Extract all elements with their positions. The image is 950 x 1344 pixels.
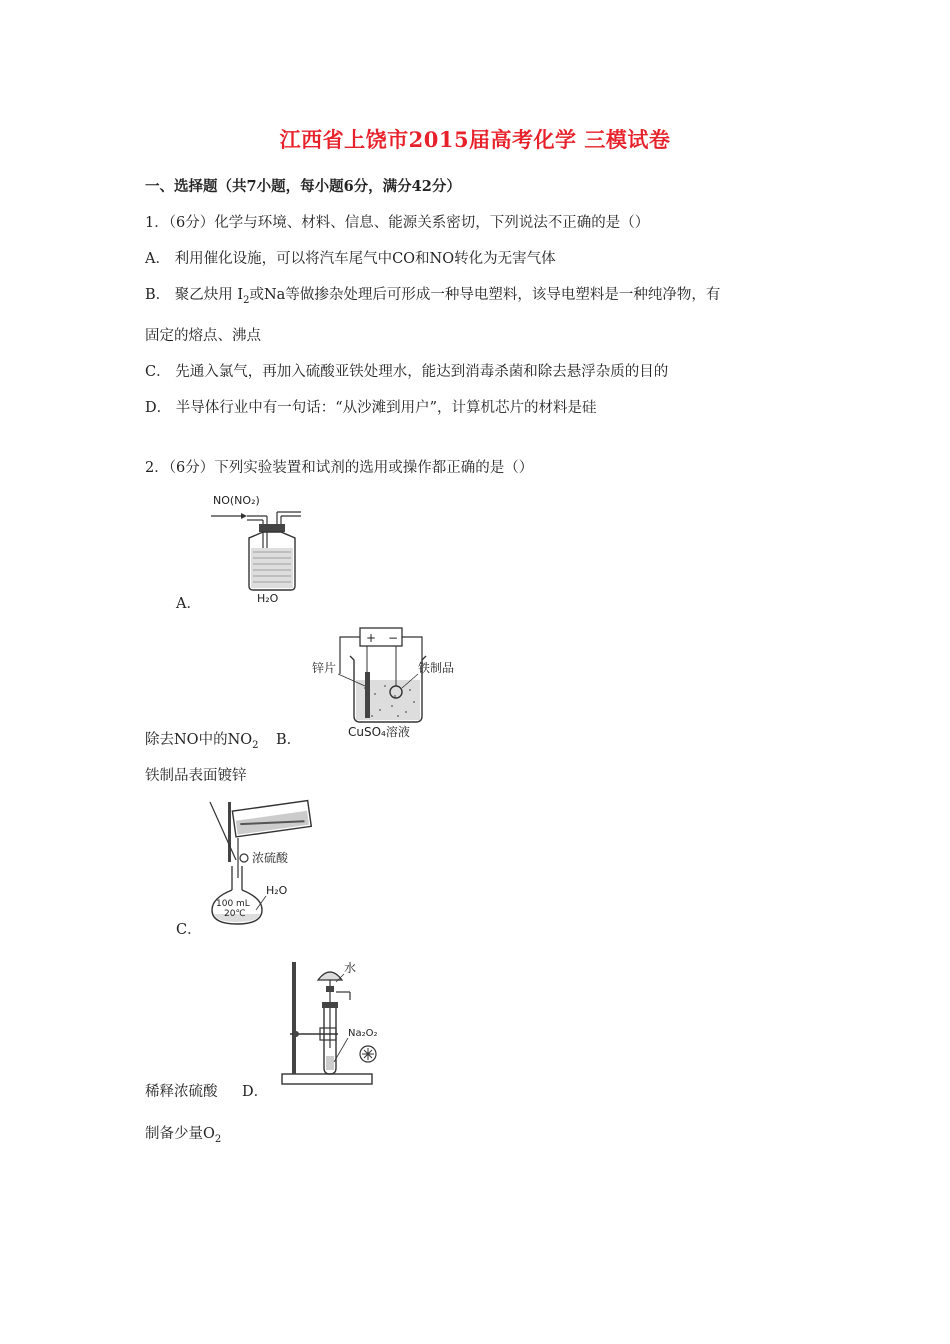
- figure-a-liquid-label: H₂O: [257, 592, 279, 605]
- figure-c-acid-label: 浓硫酸: [252, 851, 289, 865]
- q2-option-d-desc: [145, 1124, 221, 1150]
- q1-option-b-post: 或Na等做掺杂处理后可形成一种导电塑料，该导电塑料是一种纯净物，有: [249, 287, 721, 303]
- q1-stem: 1．（6分）化学与环境、材料、信息、能源关系密切，下列说法不正确的是（）: [145, 215, 650, 231]
- q1-option-b-sub: 2: [243, 294, 250, 306]
- q1-option-b: [145, 285, 720, 311]
- q2-option-a-desc-pre: 除去NO中的NO: [145, 732, 253, 748]
- figure-b-right-label: 铁制品: [418, 661, 455, 675]
- q2-option-d-desc-sub: 2: [214, 1133, 222, 1145]
- q1-option-c: C． 先通入氯气，再加入硫酸亚铁处理水，能达到消毒杀菌和除去悬浮杂质的目的: [145, 364, 669, 380]
- q2-option-a-label: A．: [176, 596, 201, 612]
- q2-option-d-desc-pre: 制备少量O: [145, 1126, 215, 1142]
- q2-option-b-label: B．: [276, 732, 302, 748]
- q1-option-b-cont: 固定的熔点、沸点: [145, 328, 261, 344]
- q2-stem: 2．（6分）下列实验装置和试剂的选用或操作都正确的是（）: [145, 460, 534, 476]
- figure-c-flask-temp: 20℃: [224, 909, 246, 919]
- figure-b-solution-label: CuSO₄溶液: [348, 725, 410, 739]
- figure-c-flask-volume: 100 mL: [216, 899, 250, 909]
- figure-b-plating-cell: [310, 624, 470, 742]
- section-heading: 一、选择题（共7小题，每小题6分，满分42分）: [145, 178, 461, 195]
- figure-c-volumetric-flask: [200, 798, 320, 928]
- page-title: 江西省上饶市2015届高考化学 三模试卷: [279, 127, 671, 152]
- q2-option-b-desc: 铁制品表面镀锌: [145, 768, 247, 784]
- figure-a-gas-label: NO(NO₂): [213, 494, 260, 507]
- q2-option-c-desc: 稀释浓硫酸: [145, 1084, 218, 1100]
- figure-b-left-label: 锌片: [312, 661, 337, 675]
- figure-d-gas-generator: [278, 958, 388, 1088]
- q1-option-b-pre: B． 聚乙炔用 I: [145, 287, 244, 303]
- figure-d-reagent-label: Na₂O₂: [348, 1028, 378, 1039]
- figure-b-minus: −: [388, 631, 399, 645]
- q2-option-d-label: D．: [242, 1084, 269, 1100]
- q1-option-d: D． 半导体行业中有一句话：“从沙滩到用户”，计算机芯片的材料是硅: [145, 400, 597, 416]
- figure-c-water-label: H₂O: [266, 884, 288, 897]
- q2-option-a-desc-sub: 2: [252, 739, 259, 751]
- q1-option-a: A． 利用催化设施，可以将汽车尾气中CO和NO转化为无害气体: [145, 251, 556, 267]
- q2-option-c-label: C．: [176, 922, 202, 938]
- q2-option-a-desc: [145, 730, 259, 756]
- figure-b-plus: +: [366, 631, 377, 645]
- figure-a-wash-bottle: [205, 488, 315, 606]
- figure-d-water-label: 水: [344, 961, 357, 975]
